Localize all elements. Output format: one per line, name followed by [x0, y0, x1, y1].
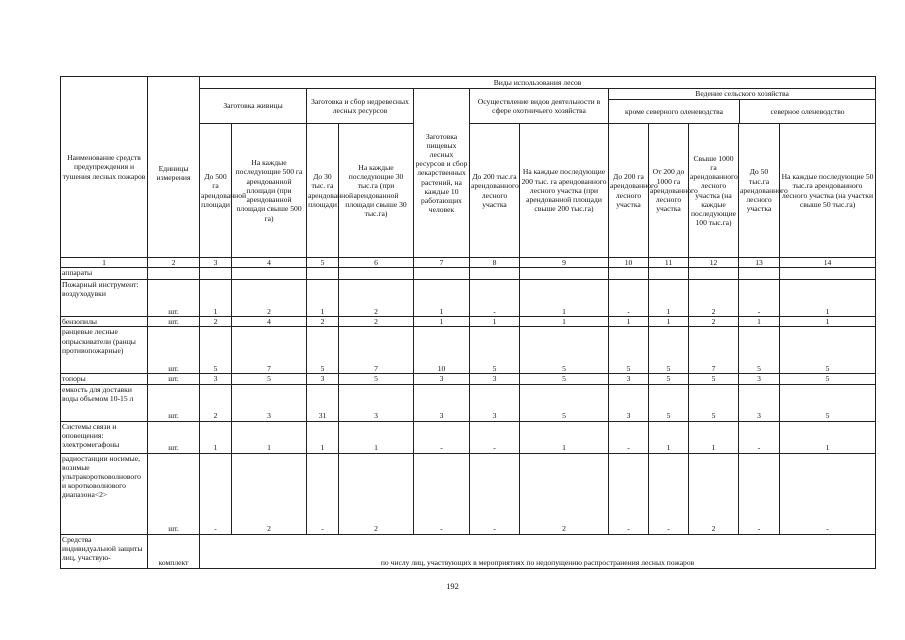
row-value: 1	[339, 421, 414, 453]
row-value: 1	[780, 317, 876, 327]
row-value: 1	[414, 317, 470, 327]
row-value: 2	[232, 453, 307, 534]
row-value: 5	[649, 374, 689, 384]
row-value: 5	[470, 327, 520, 374]
page-number: 192	[446, 581, 459, 591]
row-value: 5	[780, 374, 876, 384]
row-value: 2	[307, 317, 339, 327]
row-value: 5	[649, 384, 689, 421]
row-value: -	[200, 453, 232, 534]
row-value: 2	[200, 317, 232, 327]
row-name: емкость для доставки воды объемом 10-15 л	[61, 384, 148, 421]
row-value: -	[609, 280, 649, 317]
header-g1: Заготовка живицы	[200, 89, 307, 124]
row-value: 2	[689, 453, 739, 534]
row-unit: комплект	[148, 534, 200, 568]
column-number: 9	[520, 258, 609, 268]
row-value: 1	[307, 280, 339, 317]
column-number: 8	[470, 258, 520, 268]
table-row	[61, 327, 876, 374]
row-value: 5	[339, 374, 414, 384]
header-c6: На каждые последующие 30 тыс.га (при арендованной площади свыше 30 тыс.га)	[339, 124, 414, 258]
header-blank	[148, 77, 200, 89]
header-g5a: кроме северного оленеводства	[609, 100, 740, 123]
row-value: 1	[520, 421, 609, 453]
row-name: Системы связи и оповещения: электромегафоны	[61, 421, 148, 453]
row-value: -	[609, 453, 649, 534]
column-number: 1	[61, 258, 148, 268]
row-value: 5	[780, 327, 876, 374]
header-g5-cell	[609, 89, 876, 124]
row-value: 3	[232, 384, 307, 421]
row-value: 7	[339, 327, 414, 374]
row-value: 5	[689, 374, 739, 384]
row-value: 2	[339, 453, 414, 534]
table-row	[61, 268, 876, 280]
row-name: топоры	[61, 374, 148, 384]
row-value: 1	[780, 280, 876, 317]
row-value	[609, 268, 649, 280]
row-unit: шт.	[148, 453, 200, 534]
header-c14: На каждые последующие 50 тыс.га арендованного лесного участка (на участки свыше 50 тыс.га)	[780, 124, 876, 258]
row-value: 7	[689, 327, 739, 374]
table-row	[61, 421, 876, 453]
row-value: 1	[520, 280, 609, 317]
row-value: 3	[414, 384, 470, 421]
row-unit: шт.	[148, 280, 200, 317]
row-value: 1	[414, 280, 470, 317]
row-value: 1	[200, 280, 232, 317]
row-value: 5	[649, 327, 689, 374]
column-number: 11	[649, 258, 689, 268]
row-value: 1	[470, 317, 520, 327]
row-value: 3	[609, 374, 649, 384]
row-value: 3	[609, 384, 649, 421]
row-value	[649, 268, 689, 280]
row-value	[470, 268, 520, 280]
row-value: 3	[200, 374, 232, 384]
row-value: 2	[520, 453, 609, 534]
header-g2: Заготовка и сбор недревесных лесных ресурсов	[307, 89, 414, 124]
row-value: 2	[689, 317, 739, 327]
row-unit: шт.	[148, 374, 200, 384]
row-value: 2	[339, 280, 414, 317]
row-value	[739, 268, 780, 280]
row-value: 4	[232, 317, 307, 327]
row-value: 5	[520, 384, 609, 421]
row-value: -	[414, 453, 470, 534]
row-value: -	[739, 421, 780, 453]
row-value: -	[470, 280, 520, 317]
row-value: 10	[414, 327, 470, 374]
row-value: 3	[414, 374, 470, 384]
header-c10: До 200 га арендованного лесного участка	[609, 124, 649, 258]
row-value: 3	[470, 374, 520, 384]
header-c4: На каждые последующие 500 га арендованной площади (при арендованной площади свыше 500 га)	[232, 124, 307, 258]
row-value: 5	[520, 327, 609, 374]
row-value: -	[470, 421, 520, 453]
column-number: 10	[609, 258, 649, 268]
header-c11: От 200 до 1000 га арендованного лесного участка	[649, 124, 689, 258]
row-name: радиостанции носимые, возимые ультракоротковолнового и коротковолнового диапазона<2>	[61, 453, 148, 534]
header-g4: Осуществление видов деятельности в сфере охотничьего хозяйства	[470, 89, 609, 124]
row-span-text: по числу лиц, участвующих в мероприятиях по недопущению распространения лесных пожаров	[200, 534, 876, 568]
row-value	[780, 268, 876, 280]
column-number: 4	[232, 258, 307, 268]
header-c8: До 200 тыс.га арендованного лесного участка	[470, 124, 520, 258]
row-value: 5	[232, 374, 307, 384]
column-number-row	[61, 258, 876, 268]
row-value	[232, 268, 307, 280]
row-value: 2	[200, 384, 232, 421]
row-value: 3	[470, 384, 520, 421]
row-value	[307, 268, 339, 280]
row-value: 3	[307, 374, 339, 384]
table-row	[61, 384, 876, 421]
table-row	[61, 317, 876, 327]
column-number: 14	[780, 258, 876, 268]
forest-fire-equipment-table	[60, 76, 876, 569]
row-unit: шт.	[148, 317, 200, 327]
row-value: -	[739, 453, 780, 534]
row-value: -	[307, 453, 339, 534]
row-value: 5	[689, 384, 739, 421]
row-value: 3	[739, 384, 780, 421]
row-value	[339, 268, 414, 280]
header-g5: Ведение сельского хозяйства	[609, 89, 875, 100]
row-name: бензопилы	[61, 317, 148, 327]
row-value: 1	[649, 421, 689, 453]
header-c3: До 500 га арендованной площади	[200, 124, 232, 258]
row-value: 3	[339, 384, 414, 421]
column-number: 5	[307, 258, 339, 268]
row-name: Средства индивидуальной защиты лиц, участвую-	[61, 534, 148, 568]
row-value: 5	[780, 384, 876, 421]
row-value: 3	[739, 374, 780, 384]
row-value: 5	[609, 327, 649, 374]
row-value: -	[609, 421, 649, 453]
row-value: 1	[609, 317, 649, 327]
row-value: 2	[689, 280, 739, 317]
row-value	[689, 268, 739, 280]
row-value: 5	[520, 374, 609, 384]
table-row	[61, 534, 876, 568]
row-value: -	[739, 280, 780, 317]
row-value: 5	[739, 327, 780, 374]
row-value: 5	[307, 327, 339, 374]
header-name: Наименование средств предупреждения и тушения лесных пожаров	[61, 77, 148, 258]
column-number: 12	[689, 258, 739, 268]
row-value: 1	[739, 317, 780, 327]
row-value: -	[780, 453, 876, 534]
row-name: ранцевые лесные опрыскиватели (ранцы противопожарные)	[61, 327, 148, 374]
row-value: 7	[232, 327, 307, 374]
column-number: 13	[739, 258, 780, 268]
row-unit	[148, 268, 200, 280]
row-value: -	[649, 453, 689, 534]
row-value: 2	[232, 280, 307, 317]
column-number: 3	[200, 258, 232, 268]
header-c12: Свыше 1000 га арендованного лесного участка (на каждые последующие 100 тыс.га)	[689, 124, 739, 258]
row-unit: шт.	[148, 384, 200, 421]
row-value	[414, 268, 470, 280]
row-value: 31	[307, 384, 339, 421]
row-value: 1	[649, 317, 689, 327]
header-g3: Заготовка пищевых лесных ресурсов и сбор лекарственных растений, на каждые 10 работающих человек	[414, 89, 470, 258]
row-unit: шт.	[148, 327, 200, 374]
column-number: 2	[148, 258, 200, 268]
row-value	[200, 268, 232, 280]
header-top: Виды использования лесов	[200, 77, 876, 89]
row-unit: шт.	[148, 421, 200, 453]
row-value: -	[470, 453, 520, 534]
row-value	[520, 268, 609, 280]
row-value: 1	[200, 421, 232, 453]
header-c13: До 50 тыс.га арендованного лесного участка	[739, 124, 780, 258]
row-value: 5	[200, 327, 232, 374]
row-value: 1	[520, 317, 609, 327]
row-value: 1	[689, 421, 739, 453]
column-number: 6	[339, 258, 414, 268]
header-unit: Единицы измерения	[148, 89, 200, 258]
header-c9: На каждые последующие 200 тыс. га арендованного лесного участка (при арендованной площади свыше 200 тыс.га)	[520, 124, 609, 258]
row-name: Пожарный инструмент: воздуходувки	[61, 280, 148, 317]
row-value: -	[414, 421, 470, 453]
row-value: 1	[232, 421, 307, 453]
row-value: 1	[780, 421, 876, 453]
table-row	[61, 374, 876, 384]
row-name: аппараты	[61, 268, 148, 280]
row-value: 1	[307, 421, 339, 453]
header-g5b: северное оленеводство	[770, 106, 845, 116]
table-row	[61, 280, 876, 317]
row-value: 2	[339, 317, 414, 327]
header-c5: До 30 тыс. га арендованной площади	[307, 124, 339, 258]
column-number: 7	[414, 258, 470, 268]
row-value: 1	[649, 280, 689, 317]
table-row	[61, 453, 876, 534]
